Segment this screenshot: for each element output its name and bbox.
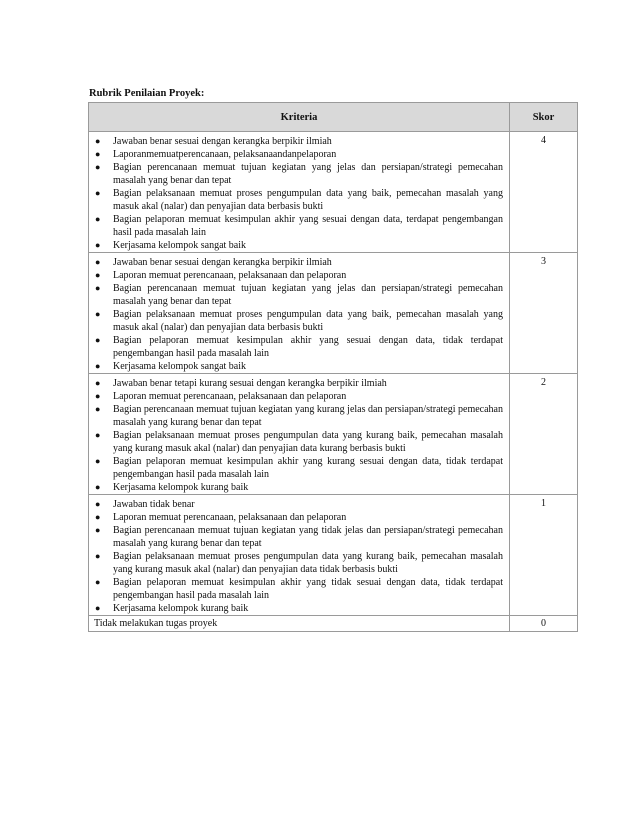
list-item xyxy=(94,282,503,308)
bullet-icon: ● xyxy=(95,551,101,561)
list-item xyxy=(94,135,503,148)
list-item xyxy=(94,308,503,334)
criteria-cell xyxy=(89,132,510,253)
criteria-item-text: Laporan memuat perencanaan, pelaksanaan dan pelaporan xyxy=(113,512,347,523)
bullet-icon: ● xyxy=(95,525,101,535)
table-row xyxy=(89,374,578,495)
bullet-icon: ● xyxy=(95,257,101,267)
list-item xyxy=(94,524,503,550)
score-cell: 4 xyxy=(510,132,578,253)
list-item xyxy=(94,360,503,373)
criteria-item-text: Laporanmemuatperencanaan, pelaksanaandanpelaporan xyxy=(113,149,337,160)
list-item xyxy=(94,187,503,213)
list-item xyxy=(94,602,503,615)
bullet-icon: ● xyxy=(95,270,101,280)
bullet-icon: ● xyxy=(95,430,101,440)
criteria-item-text: Kerjasama kelompok kurang baik xyxy=(113,603,249,614)
document-page xyxy=(88,87,578,632)
criteria-item-text: Jawaban benar sesuai dengan kerangka berpikir ilmiah xyxy=(113,257,332,268)
score-column-header: Skor xyxy=(510,103,578,132)
bullet-icon: ● xyxy=(95,482,101,492)
list-item xyxy=(94,576,503,602)
criteria-item-text: Bagian pelaporan memuat kesimpulan akhir yang kurang sesuai dengan data, tidak terdapat pengembangan hasil pada masalah lain xyxy=(113,456,503,480)
criteria-list xyxy=(94,377,503,494)
criteria-list xyxy=(94,256,503,373)
list-item xyxy=(94,455,503,481)
bullet-icon: ● xyxy=(95,136,101,146)
criteria-item-text: Laporan memuat perencanaan, pelaksanaan dan pelaporan xyxy=(113,270,347,281)
list-item xyxy=(94,161,503,187)
criteria-item-text: Kerjasama kelompok sangat baik xyxy=(113,240,247,251)
score-cell: 0 xyxy=(510,616,578,632)
bullet-icon: ● xyxy=(95,577,101,587)
criteria-cell xyxy=(89,495,510,616)
list-item xyxy=(94,390,503,403)
list-item xyxy=(94,511,503,524)
bullet-icon: ● xyxy=(95,309,101,319)
bullet-icon: ● xyxy=(95,335,101,345)
bullet-icon: ● xyxy=(95,188,101,198)
bullet-icon: ● xyxy=(95,283,101,293)
criteria-item-text: Bagian perencanaan memuat tujuan kegiatan yang jelas dan persiapan/strategi pemecahan masalah yang benar dan tepat xyxy=(113,283,503,307)
criteria-item-text: Bagian pelaksanaan memuat proses pengumpulan data yang baik, pemecahan masalah yang masuk akal (nalar) dan penyajian data berbasis bukti xyxy=(113,188,503,212)
list-item xyxy=(94,377,503,390)
criteria-item-text: Jawaban benar tetapi kurang sesuai dengan kerangka berpikir ilmiah xyxy=(113,378,387,389)
criteria-item-text: Kerjasama kelompok kurang baik xyxy=(113,482,249,493)
criteria-item-text: Jawaban tidak benar xyxy=(113,499,195,510)
criteria-item-text: Bagian pelaporan memuat kesimpulan akhir yang sesuai dengan data, terdapat pengembangan hasil pada masalah lain xyxy=(113,214,503,238)
bullet-icon: ● xyxy=(95,214,101,224)
list-item xyxy=(94,429,503,455)
bullet-icon: ● xyxy=(95,603,101,613)
criteria-item-text: Bagian pelaporan memuat kesimpulan akhir yang sesuai dengan data, tidak terdapat pengembangan hasil pada masalah lain xyxy=(113,335,503,359)
criteria-item-text: Bagian pelaksanaan memuat proses pengumpulan data yang kurang baik, pemecahan masalah yang kurang masuk akal (nalar) dan penyajian data kurang berbasis bukti xyxy=(113,430,503,454)
criteria-item-text: Bagian perencanaan memuat tujuan kegiatan yang tidak jelas dan persiapan/strategi pemecahan masalah yang kurang benar dan tepat xyxy=(113,525,503,549)
list-item xyxy=(94,550,503,576)
rubric-heading: Rubrik Penilaian Proyek: xyxy=(89,88,205,99)
bullet-icon: ● xyxy=(95,149,101,159)
criteria-list xyxy=(94,135,503,252)
bullet-icon: ● xyxy=(95,391,101,401)
criteria-item-text: Bagian pelaporan memuat kesimpulan akhir yang tidak sesuai dengan data, tidak terdapat pengembangan hasil pada masalah lain xyxy=(113,577,503,601)
criteria-column-header: Kriteria xyxy=(89,103,510,132)
criteria-list xyxy=(94,498,503,615)
bullet-icon: ● xyxy=(95,499,101,509)
list-item xyxy=(94,256,503,269)
list-item xyxy=(94,481,503,494)
bullet-icon: ● xyxy=(95,456,101,466)
list-item xyxy=(94,403,503,429)
criteria-cell xyxy=(89,374,510,495)
table-row xyxy=(89,253,578,374)
criteria-cell: Tidak melakukan tugas proyek xyxy=(89,616,510,632)
table-row xyxy=(89,132,578,253)
bullet-icon: ● xyxy=(95,404,101,414)
criteria-item-text: Laporan memuat perencanaan, pelaksanaan dan pelaporan xyxy=(113,391,347,402)
criteria-item-text: Bagian perencanaan memuat tujuan kegiatan yang jelas dan persiapan/strategi pemecahan masalah yang benar dan tepat xyxy=(113,162,503,186)
list-item xyxy=(94,148,503,161)
bullet-icon: ● xyxy=(95,512,101,522)
criteria-item-text: Bagian pelaksanaan memuat proses pengumpulan data yang kurang baik, pemecahan masalah yang kurang masuk akal (nalar) dan penyajian data tidak berbasis bukti xyxy=(113,551,503,575)
criteria-item-text: Bagian pelaksanaan memuat proses pengumpulan data yang baik, pemecahan masalah yang masuk akal (nalar) dan penyajian data berbasis bukti xyxy=(113,309,503,333)
list-item xyxy=(94,269,503,282)
bullet-icon: ● xyxy=(95,162,101,172)
bullet-icon: ● xyxy=(95,240,101,250)
table-header-row xyxy=(89,103,578,132)
rubric-body xyxy=(89,132,578,632)
score-cell: 1 xyxy=(510,495,578,616)
list-item xyxy=(94,498,503,511)
bullet-icon: ● xyxy=(95,378,101,388)
rubric-table xyxy=(88,102,578,632)
table-row-final xyxy=(89,616,578,632)
criteria-cell xyxy=(89,253,510,374)
table-row xyxy=(89,495,578,616)
score-cell: 3 xyxy=(510,253,578,374)
criteria-item-text: Kerjasama kelompok sangat baik xyxy=(113,361,247,372)
score-cell: 2 xyxy=(510,374,578,495)
list-item xyxy=(94,213,503,239)
criteria-item-text: Jawaban benar sesuai dengan kerangka berpikir ilmiah xyxy=(113,136,332,147)
list-item xyxy=(94,239,503,252)
bullet-icon: ● xyxy=(95,361,101,371)
list-item xyxy=(94,334,503,360)
criteria-item-text: Bagian perencanaan memuat tujuan kegiatan yang kurang jelas dan persiapan/strategi pemecahan masalah yang kurang benar dan tepat xyxy=(113,404,503,428)
